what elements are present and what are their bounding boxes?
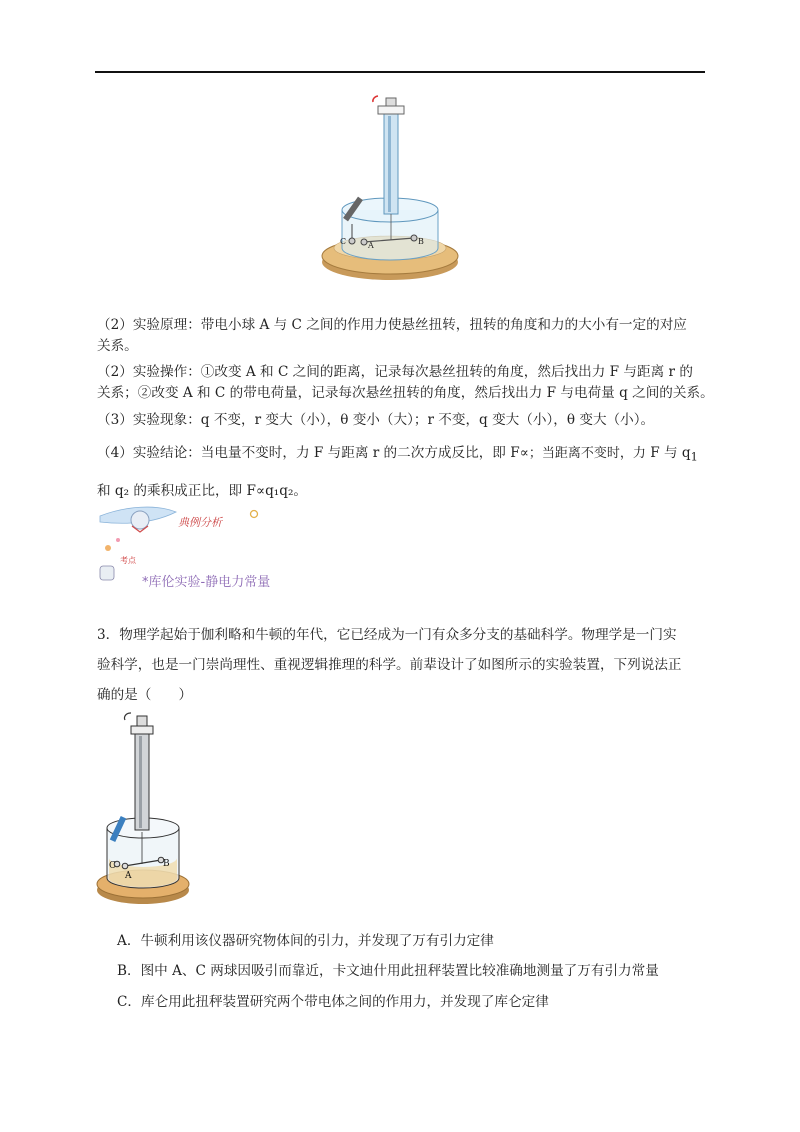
question-stem-line-1: 3．物理学起始于伽利略和牛顿的年代，它已经成为一门有众多分支的基础科学。物理学是一门实: [97, 627, 677, 643]
conclusion-1d: 1: [690, 449, 698, 464]
fig2-label-c: C: [109, 861, 116, 871]
torsion-balance-figure-1: [318, 92, 468, 292]
principle-line-1: （2）实验原理：带电小球 A 与 C 之间的作用力使悬丝扭转，扭转的角度和力的大小有一定的对应: [97, 317, 687, 333]
conclusion-line-2: 和 q₂ 的乘积成正比，即 F∝q₁q₂。: [97, 482, 307, 499]
option-a[interactable]: A．牛顿利用该仪器研究物体间的引力，并发现了万有引力定律: [117, 933, 494, 949]
conclusion-line-1: [97, 445, 698, 464]
phenomenon-line: （3）实验现象：q 不变，r 变大（小），θ 变小（大）；r 不变，q 变大（小），θ 变大（小）。: [97, 412, 655, 428]
operation-line-2: 关系；②改变 A 和 C 的带电荷量，记录每次悬丝扭转的角度，然后找出力 F 与电荷量 q 之间的关系。: [97, 385, 714, 401]
torsion-balance-figure-2: [95, 708, 195, 913]
header-rule: [95, 71, 705, 73]
option-b[interactable]: B．图中 A、C 两球因吸引而靠近，卡文迪什用此扭秤装置比较准确地测量了万有引力常量: [117, 963, 659, 979]
phenomenon-paragraph: [97, 410, 707, 431]
operation-paragraph: [97, 362, 714, 404]
conclusion-paragraph: [97, 436, 707, 508]
kaodian-banner-text: 典例分析: [178, 516, 222, 529]
question-stem: [97, 620, 707, 710]
conclusion-1c: F 与 q: [645, 445, 691, 461]
svg-text:C: C: [340, 237, 347, 246]
kaodian-badge: 考点: [120, 556, 136, 565]
kaodian-label: *库伦实验-静电力常量: [142, 575, 271, 590]
conclusion-1a: （4）实验结论：当电量不变时，力 F 与距离 r 的二次方成反比，即 F∝: [97, 445, 529, 461]
svg-text:B: B: [418, 237, 424, 246]
question-stem-line-3: 确的是（ ）: [97, 687, 193, 703]
conclusion-1b: ；当距离不变时，力: [528, 446, 646, 461]
fig2-label-b: B: [163, 859, 170, 869]
option-c[interactable]: C．库仑用此扭秤装置研究两个带电体之间的作用力，并发现了库仑定律: [117, 994, 549, 1010]
principle-paragraph: [97, 315, 707, 357]
operation-line-1: （2）实验操作：①改变 A 和 C 之间的距离，记录每次悬丝扭转的角度，然后找出力 F 与距离 r 的: [97, 364, 693, 380]
svg-text:A: A: [368, 241, 374, 250]
question-stem-line-2: 验科学，也是一门崇尚理性、重视逻辑推理的科学。前辈设计了如图所示的实验装置，下列说法正: [97, 657, 682, 673]
principle-line-2: 关系。: [97, 338, 138, 354]
fig2-label-a: A: [125, 871, 132, 881]
